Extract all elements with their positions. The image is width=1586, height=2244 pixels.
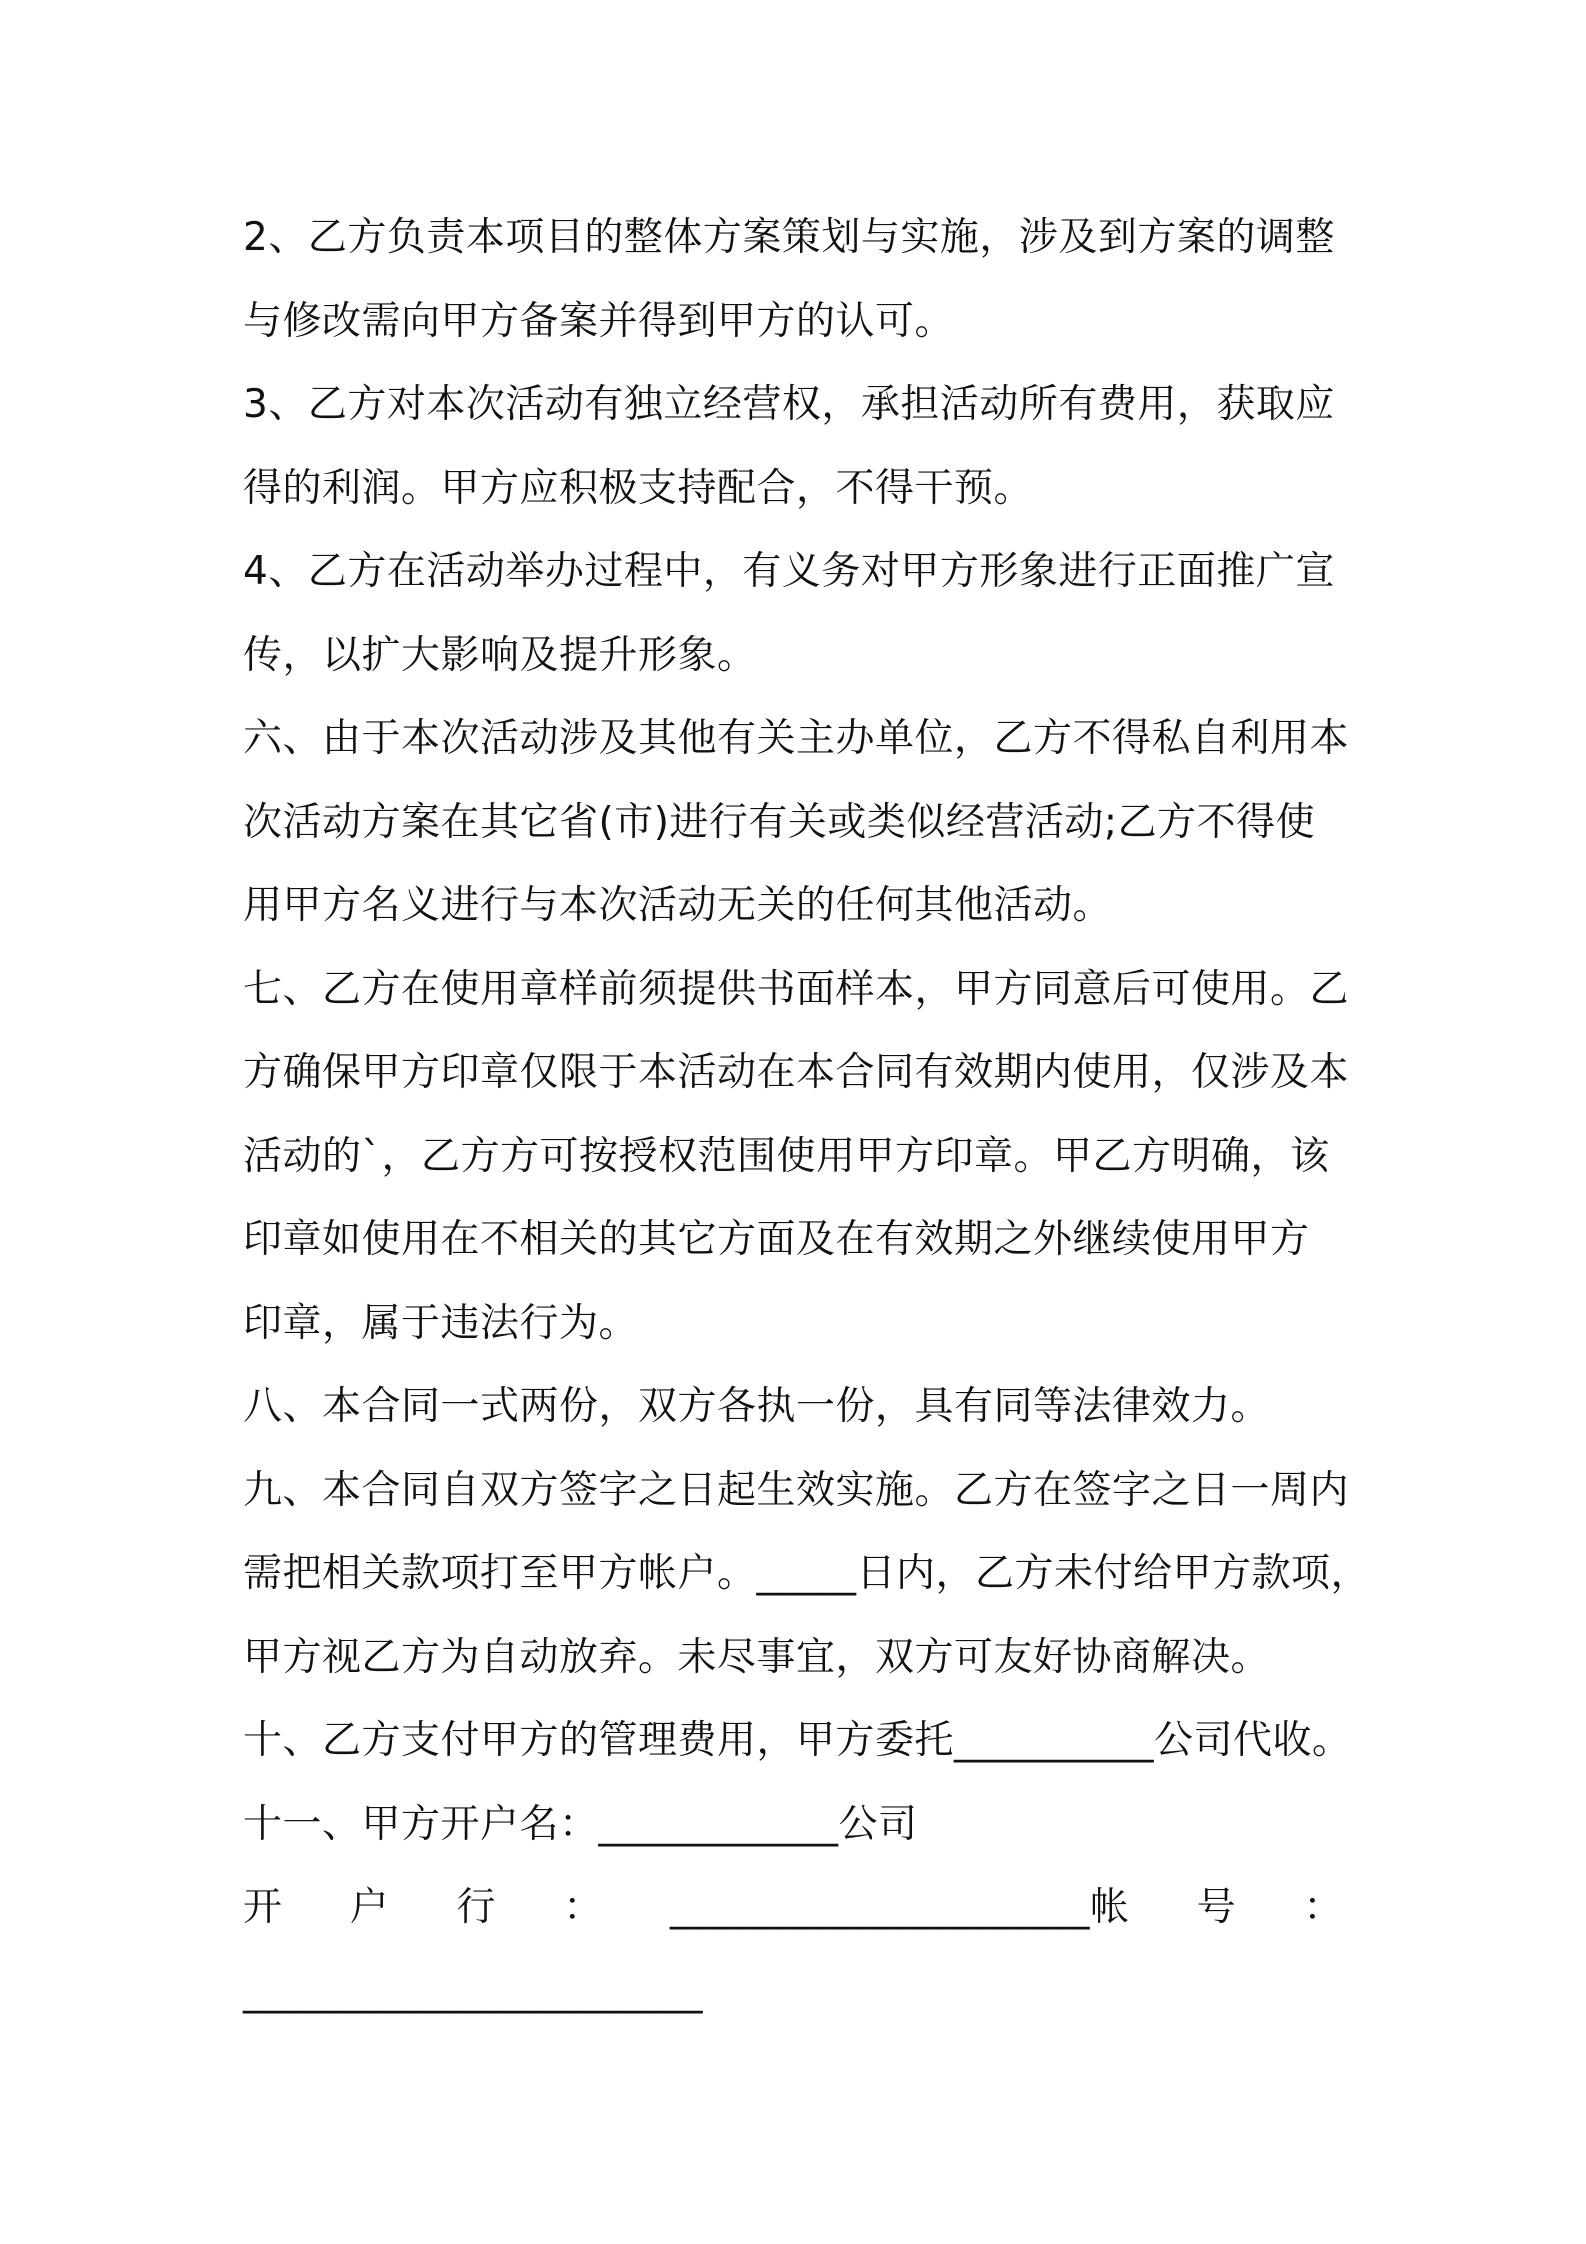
text-line: 活动的`，乙方方可按授权范围使用甲方印章。甲乙方明确，该 (243, 1133, 1330, 1179)
text-line: 与修改需向甲方备案并得到甲方的认可。 (243, 298, 955, 344)
account-label-colon: ： (1303, 1885, 1343, 1930)
text-line: 2、乙方负责本项目的整体方案策划与实施，涉及到方案的调整 (243, 215, 1335, 260)
text-line: 甲方视乙方为自动放弃。未尽事宜，双方可友好协商解决。 (243, 1634, 1271, 1680)
text-line: 印章，属于违法行为。 (243, 1300, 639, 1346)
text-line: 用甲方名义进行与本次活动无关的任何其他活动。 (243, 883, 1113, 928)
text-line: 八、本合同一式两份，双方各执一份，具有同等法律效力。 (243, 1384, 1271, 1429)
bank-label-char: 行 (456, 1885, 496, 1930)
account-label-char: 号 (1196, 1885, 1237, 1930)
text-line: 得的利润。甲方应积极支持配合，不得干预。 (243, 465, 1034, 511)
text-line: 印章如使用在不相关的其它方面及在有效期之外继续使用甲方 (243, 1217, 1310, 1262)
bank-label-char: 开 (243, 1885, 283, 1930)
text-line: 方确保甲方印章仅限于本活动在本合同有效期内使用，仅涉及本 (243, 1050, 1350, 1095)
text-line: 4、乙方在活动举办过程中，有义务对甲方形象进行正面推广宣 (243, 549, 1335, 594)
text-line: 六、由于本次活动涉及其他有关主办单位，乙方不得私自利用本 (243, 716, 1350, 761)
bank-label-char: 户 (349, 1885, 390, 1930)
text-line: 3、乙方对本次活动有独立经营权，承担活动所有费用，获取应 (243, 382, 1335, 427)
account-blank-line: _______________________ (243, 1968, 703, 2014)
bank-label-colon: ： (563, 1885, 603, 1930)
bank-blank: _____________________帐 (669, 1885, 1130, 1930)
text-line: 十、乙方支付甲方的管理费用，甲方委托__________公司代收。 (243, 1718, 1352, 1763)
text-line: 需把相关款项打至甲方帐户。_____日内，乙方未付给甲方款项， (243, 1551, 1371, 1596)
text-line: 十一、甲方开户名：____________公司 (243, 1801, 918, 1847)
text-line: 七、乙方在使用章样前须提供书面样本，甲方同意后可使用。乙 (243, 966, 1350, 1012)
bank-account-line (243, 1866, 1343, 1950)
text-line: 次活动方案在其它省(市)进行有关或类似经营活动;乙方不得使 (243, 799, 1316, 845)
contract-text (243, 196, 1371, 2033)
text-line: 九、本合同自双方签字之日起生效实施。乙方在签字之日一周内 (243, 1467, 1350, 1513)
text-line: 传，以扩大影响及提升形象。 (243, 632, 757, 678)
